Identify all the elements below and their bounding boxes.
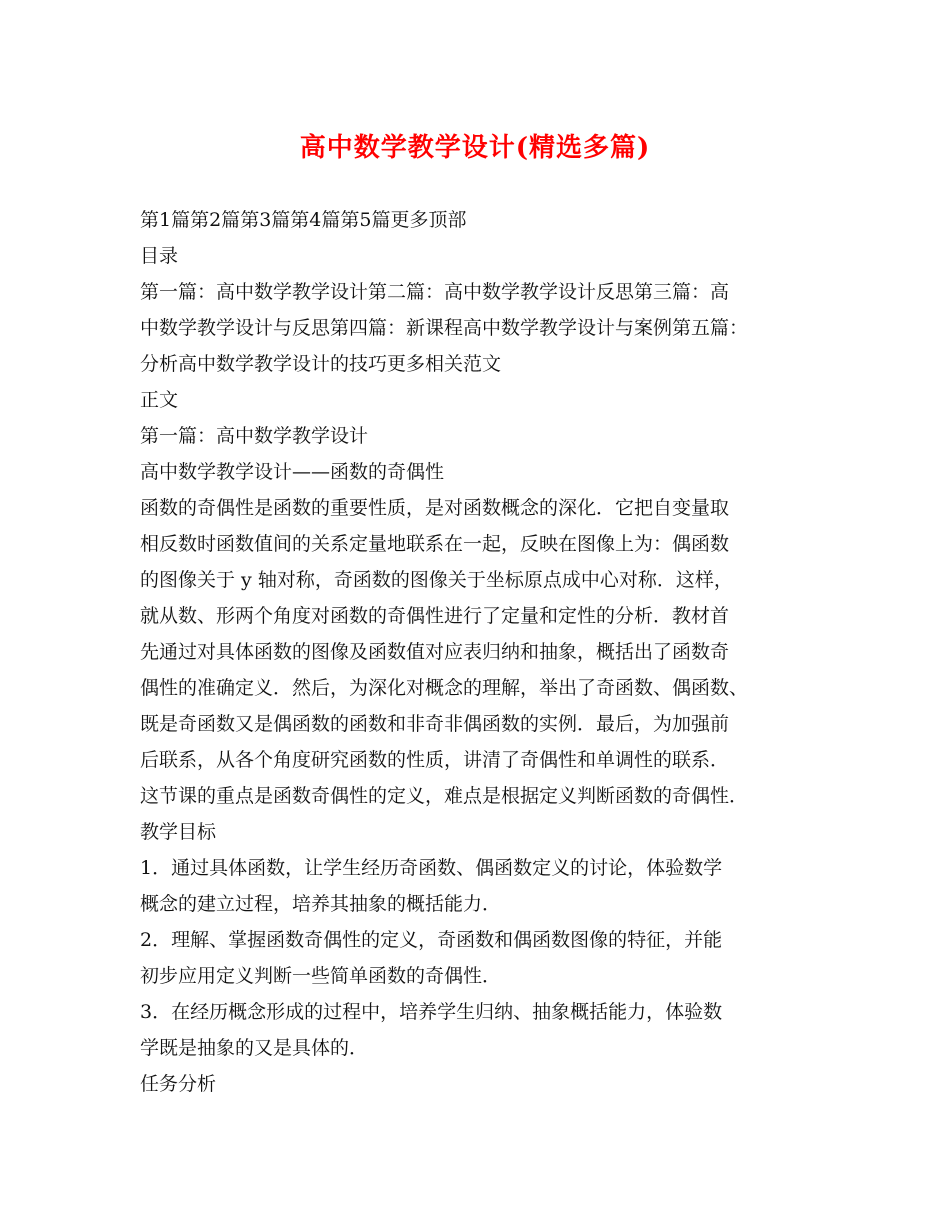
nav-link-part-1[interactable]: 第1篇: [140, 209, 191, 231]
nav-link-part-5[interactable]: 第5篇: [340, 209, 391, 231]
paragraph-line: 偶性的准确定义．然后，为深化对概念的理解，举出了奇函数、偶函数、: [140, 677, 749, 699]
document-title: 高中数学教学设计(精选多篇): [299, 133, 651, 163]
paragraph-line: 先通过对具体函数的图像及函数值对应表归纳和抽象，概括出了函数奇: [140, 641, 730, 663]
body-heading: 正文: [140, 389, 179, 411]
section-heading: 第一篇：高中数学教学设计: [140, 425, 369, 447]
toc-heading: 目录: [140, 245, 179, 267]
paragraph-line: 既是奇函数又是偶函数的函数和非奇非偶函数的实例．最后，为加强前: [140, 713, 730, 735]
paragraph-line: 相反数时函数值间的关系定量地联系在一起，反映在图像上为：偶函数: [140, 533, 730, 555]
paragraph-line: 后联系，从各个角度研究函数的性质，讲清了奇偶性和单调性的联系．: [140, 749, 730, 771]
toc-line: 第一篇：高中数学教学设计第二篇：高中数学教学设计反思第三篇：高: [140, 281, 730, 303]
objective-line: 概念的建立过程，培养其抽象的概括能力．: [140, 893, 502, 915]
document-body: [140, 202, 820, 1102]
paragraph-line: 的图像关于 y 轴对称，奇函数的图像关于坐标原点成中心对称．这样，: [140, 569, 733, 591]
nav-link-top[interactable]: 顶部: [428, 209, 467, 231]
nav-link-part-4[interactable]: 第4篇: [290, 209, 341, 231]
nav-link-part-3[interactable]: 第3篇: [240, 209, 291, 231]
toc-line: 中数学教学设计与反思第四篇：新课程高中数学教学设计与案例第五篇：: [140, 317, 749, 339]
paragraph-line: 就从数、形两个角度对函数的奇偶性进行了定量和定性的分析．教材首: [140, 605, 730, 627]
task-analysis-heading: 任务分析: [140, 1073, 217, 1095]
nav-link-part-2[interactable]: 第2篇: [190, 209, 241, 231]
nav-links-line: [140, 202, 820, 238]
objective-line: 初步应用定义判断一些简单函数的奇偶性．: [140, 965, 502, 987]
objectives-heading: 教学目标: [140, 821, 217, 843]
nav-link-more[interactable]: 更多: [390, 209, 429, 231]
objective-line: 学既是抽象的又是具体的．: [140, 1037, 369, 1059]
objective-line: 2．理解、掌握函数奇偶性的定义，奇函数和偶函数图像的特征，并能: [140, 929, 723, 951]
objective-line: 3．在经历概念形成的过程中，培养学生归纳、抽象概括能力，体验数: [140, 1001, 723, 1023]
toc-line: 分析高中数学教学设计的技巧更多相关范文: [140, 353, 502, 375]
subsection-heading: 高中数学教学设计——函数的奇偶性: [140, 461, 445, 483]
paragraph-line: 函数的奇偶性是函数的重要性质，是对函数概念的深化．它把自变量取: [140, 497, 730, 519]
paragraph-line: 这节课的重点是函数奇偶性的定义，难点是根据定义判断函数的奇偶性．: [140, 785, 749, 807]
objective-line: 1．通过具体函数，让学生经历奇函数、偶函数定义的讨论，体验数学: [140, 857, 723, 879]
